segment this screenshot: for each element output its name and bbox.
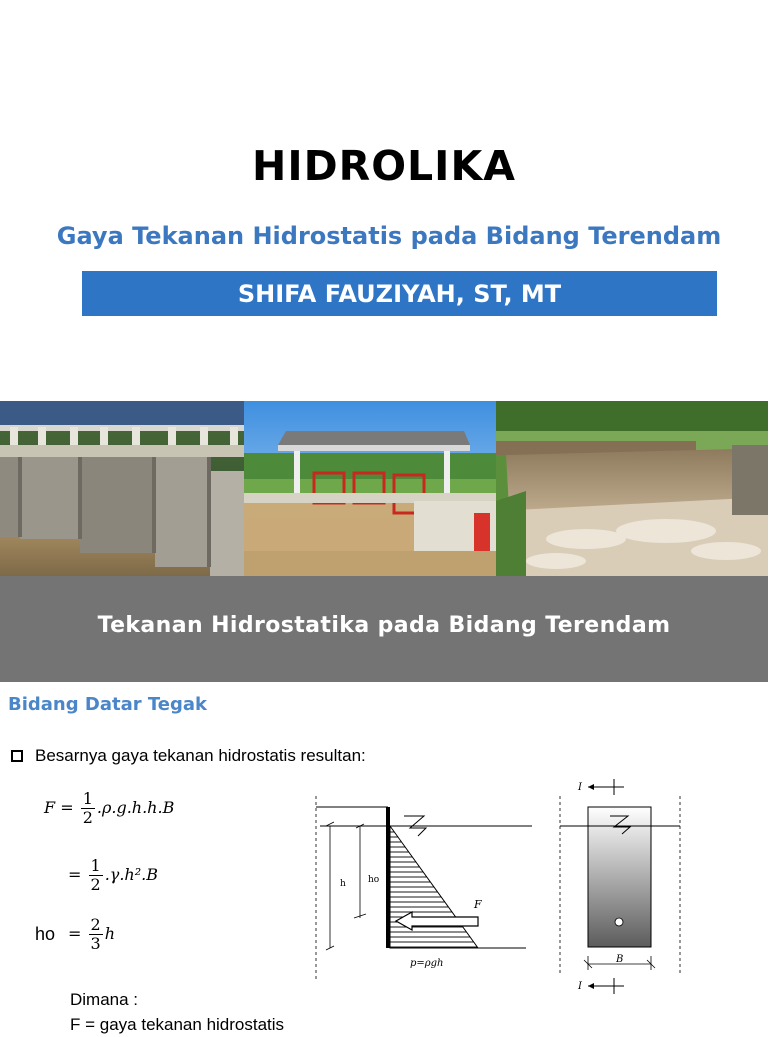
overflow-weir-photo (496, 401, 768, 576)
ho-label: ho (35, 924, 56, 944)
fraction-denominator: 2 (82, 808, 93, 827)
formula-force (44, 790, 174, 827)
fraction-numerator: 1 (82, 789, 93, 808)
plate-front-view-diagram (552, 772, 692, 998)
definitions-block (70, 987, 284, 1037)
fraction-numerator: 2 (90, 915, 101, 934)
formula-lhs: = (68, 924, 82, 943)
photo-strip (0, 401, 768, 576)
slide-title: HIDROLIKA (252, 142, 516, 190)
checkbox-bullet-icon (11, 750, 23, 762)
formula-lhs: F = (44, 798, 74, 817)
definitions-heading: Dimana : (70, 990, 139, 1009)
intake-pavilion-photo (244, 401, 496, 576)
pressure-distribution-diagram (300, 790, 540, 980)
bullet-text: Besarnya gaya tekanan hidrostatis resultan: (35, 746, 366, 765)
section-heading: Bidang Datar Tegak (8, 694, 207, 715)
author-banner: SHIFA FAUZIYAH, ST, MT (82, 271, 717, 316)
bullet-item (11, 746, 366, 766)
fraction (89, 916, 103, 953)
pressure-label: p=ρgh (410, 958, 444, 969)
center-of-pressure-icon (615, 918, 623, 926)
pressure-triangle (390, 826, 478, 948)
vertical-plate (386, 807, 390, 948)
fraction-denominator: 3 (90, 934, 101, 953)
weir-gates-photo (0, 401, 244, 576)
definition-line: F = gaya tekanan hidrostatis (70, 1015, 285, 1034)
fraction (81, 790, 95, 827)
h-label: h (340, 879, 346, 889)
formula-ho (68, 916, 115, 953)
formula-rhs: h (104, 924, 115, 943)
section-bottom-label: I (578, 981, 582, 992)
formula-rhs: .γ.h².B (104, 865, 158, 884)
formula-rhs: .ρ.g.h.h.B (96, 798, 175, 817)
width-label: B (616, 954, 624, 965)
section-top-label: I (578, 782, 582, 793)
ho-diagram-label: ho (368, 875, 380, 885)
fraction (89, 857, 103, 894)
slide-subtitle: Gaya Tekanan Hidrostatis pada Bidang Terendam (56, 222, 722, 250)
force-label: F (474, 898, 482, 911)
formula-lhs: = (68, 865, 82, 884)
formula-force-gamma (68, 857, 158, 894)
fraction-numerator: 1 (90, 856, 101, 875)
section-band: Tekanan Hidrostatika pada Bidang Terendam (0, 576, 768, 682)
fraction-denominator: 2 (90, 875, 101, 894)
